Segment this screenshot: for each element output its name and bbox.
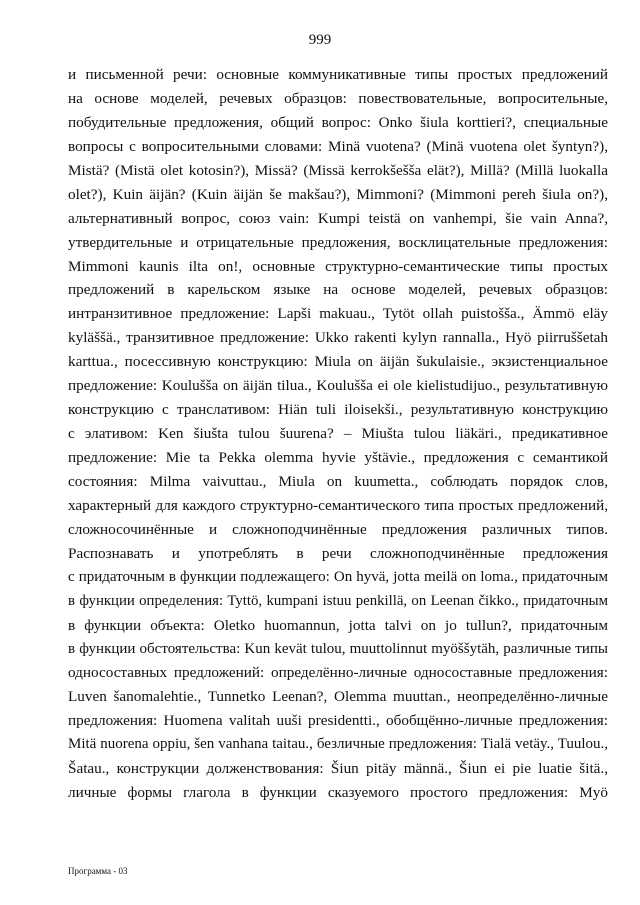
text-line: Mimmoni kaunis ilta on!, основные структурно-семантические типы простых xyxy=(68,257,608,275)
text-line: в функции определения: Tyttö, kumpani istuu penkillä, on Leenan čikko., придаточным xyxy=(68,592,608,609)
text-line: с элативом: Ken šiušta tulou šuurena? – Miušta tulou liäkäri., предикативное xyxy=(68,425,608,443)
text-line: в функции обстоятельства: Kun kevät tulou, muuttolinnut myöššytäh, различные типы xyxy=(68,640,608,657)
text-line: интранзитивное предложение: Lapši makuau., Tytöt ollah puistošša., Ämmö eläy xyxy=(68,305,608,323)
text-line: сложносочинённые и сложноподчинённые предложения различных типов. xyxy=(68,520,608,538)
text-line: в функции объекта: Oletko huomannun, jotta talvi on jo tullun?, придаточным xyxy=(68,616,608,634)
text-line: Luven šanomalehtie., Tunnetko Leenan?, Olemma muuttan., неопределённо-личные xyxy=(68,688,608,706)
text-line: предложения: Huomena valitah uuši presidentti., обобщённо-личные предложения: xyxy=(68,712,608,730)
body-text xyxy=(68,63,608,805)
text-line: состояния: Milma vaivuttau., Miula on kuumetta., соблюдать порядок слов, xyxy=(68,472,608,490)
text-line: olet?), Kuin äijän? (Kuin äijän še makšau?), Mimmoni? (Mimmoni pereh šiula on?), xyxy=(68,185,608,203)
text-line: и письменной речи: основные коммуникативные типы простых предложений xyxy=(68,66,608,83)
text-line: Šatau., конструкции долженствования: Šiun pitäy männä., Šiun ei pie luatie šitä., xyxy=(68,760,608,778)
text-line: Распознавать и употреблять в речи сложноподчинённые предложения xyxy=(68,544,608,562)
text-line: односоставных предложений: определённо-личные односоставные предложения: xyxy=(68,664,608,682)
text-line: предложение: Mie ta Pekka olemma hyvie yštävie., предложения с семантикой xyxy=(68,449,608,466)
text-line: Mistä? (Mistä olet kotosin?), Missä? (Missä kerrokšešša elät?), Millä? (Millä luokalla xyxy=(68,161,608,179)
text-line: альтернативный вопрос, союз vain: Kumpi teistä on vanhempi, šie vain Anna?, xyxy=(68,209,608,227)
text-line: с придаточным в функции подлежащего: On hyvä, jotta meilä on loma., придаточным xyxy=(68,568,608,585)
text-line: предложение: Koulušša on äijän tilua., Koulušša ei ole kielistudijuo., результативную xyxy=(68,377,608,395)
text-line: вопросы с вопросительными словами: Minä vuotena? (Minä vuotena olet šyntyn?), xyxy=(68,137,608,155)
text-line: karttua., посессивную конструкцию: Miula on äijän šukulaisie., экзистенциальное xyxy=(68,353,608,371)
footer-label: Программа - 03 xyxy=(68,866,128,876)
text-line: утвердительные и отрицательные предложения, восклицательные предложения: xyxy=(68,233,608,251)
text-line: kyläššä., транзитивное предложение: Ukko rakenti kylyn rannalla., Hyö piirruššetah xyxy=(68,329,608,347)
text-line: характерный для каждого структурно-семантического типа простых предложений, xyxy=(68,496,608,514)
text-line: побудительные предложения, общий вопрос: Onko šiula korttieri?, специальные xyxy=(68,113,608,131)
text-line: Mitä nuorena oppiu, šen vanhana taitau., безличные предложения: Tialä vetäy., Tuulou., xyxy=(68,736,608,753)
text-line: личные формы глагола в функции сказуемого простого предложения: Myö xyxy=(68,784,608,802)
text-line: конструкцию с транслативом: Hiän tuli iloisekši., результативную конструкцию xyxy=(68,401,608,419)
text-line: на основе моделей, речевых образцов: повествовательные, вопросительные, xyxy=(68,89,608,107)
page-number: 999 xyxy=(308,32,332,48)
text-line: предложений в карельском языке на основе моделей, речевых образцов: xyxy=(68,281,608,299)
